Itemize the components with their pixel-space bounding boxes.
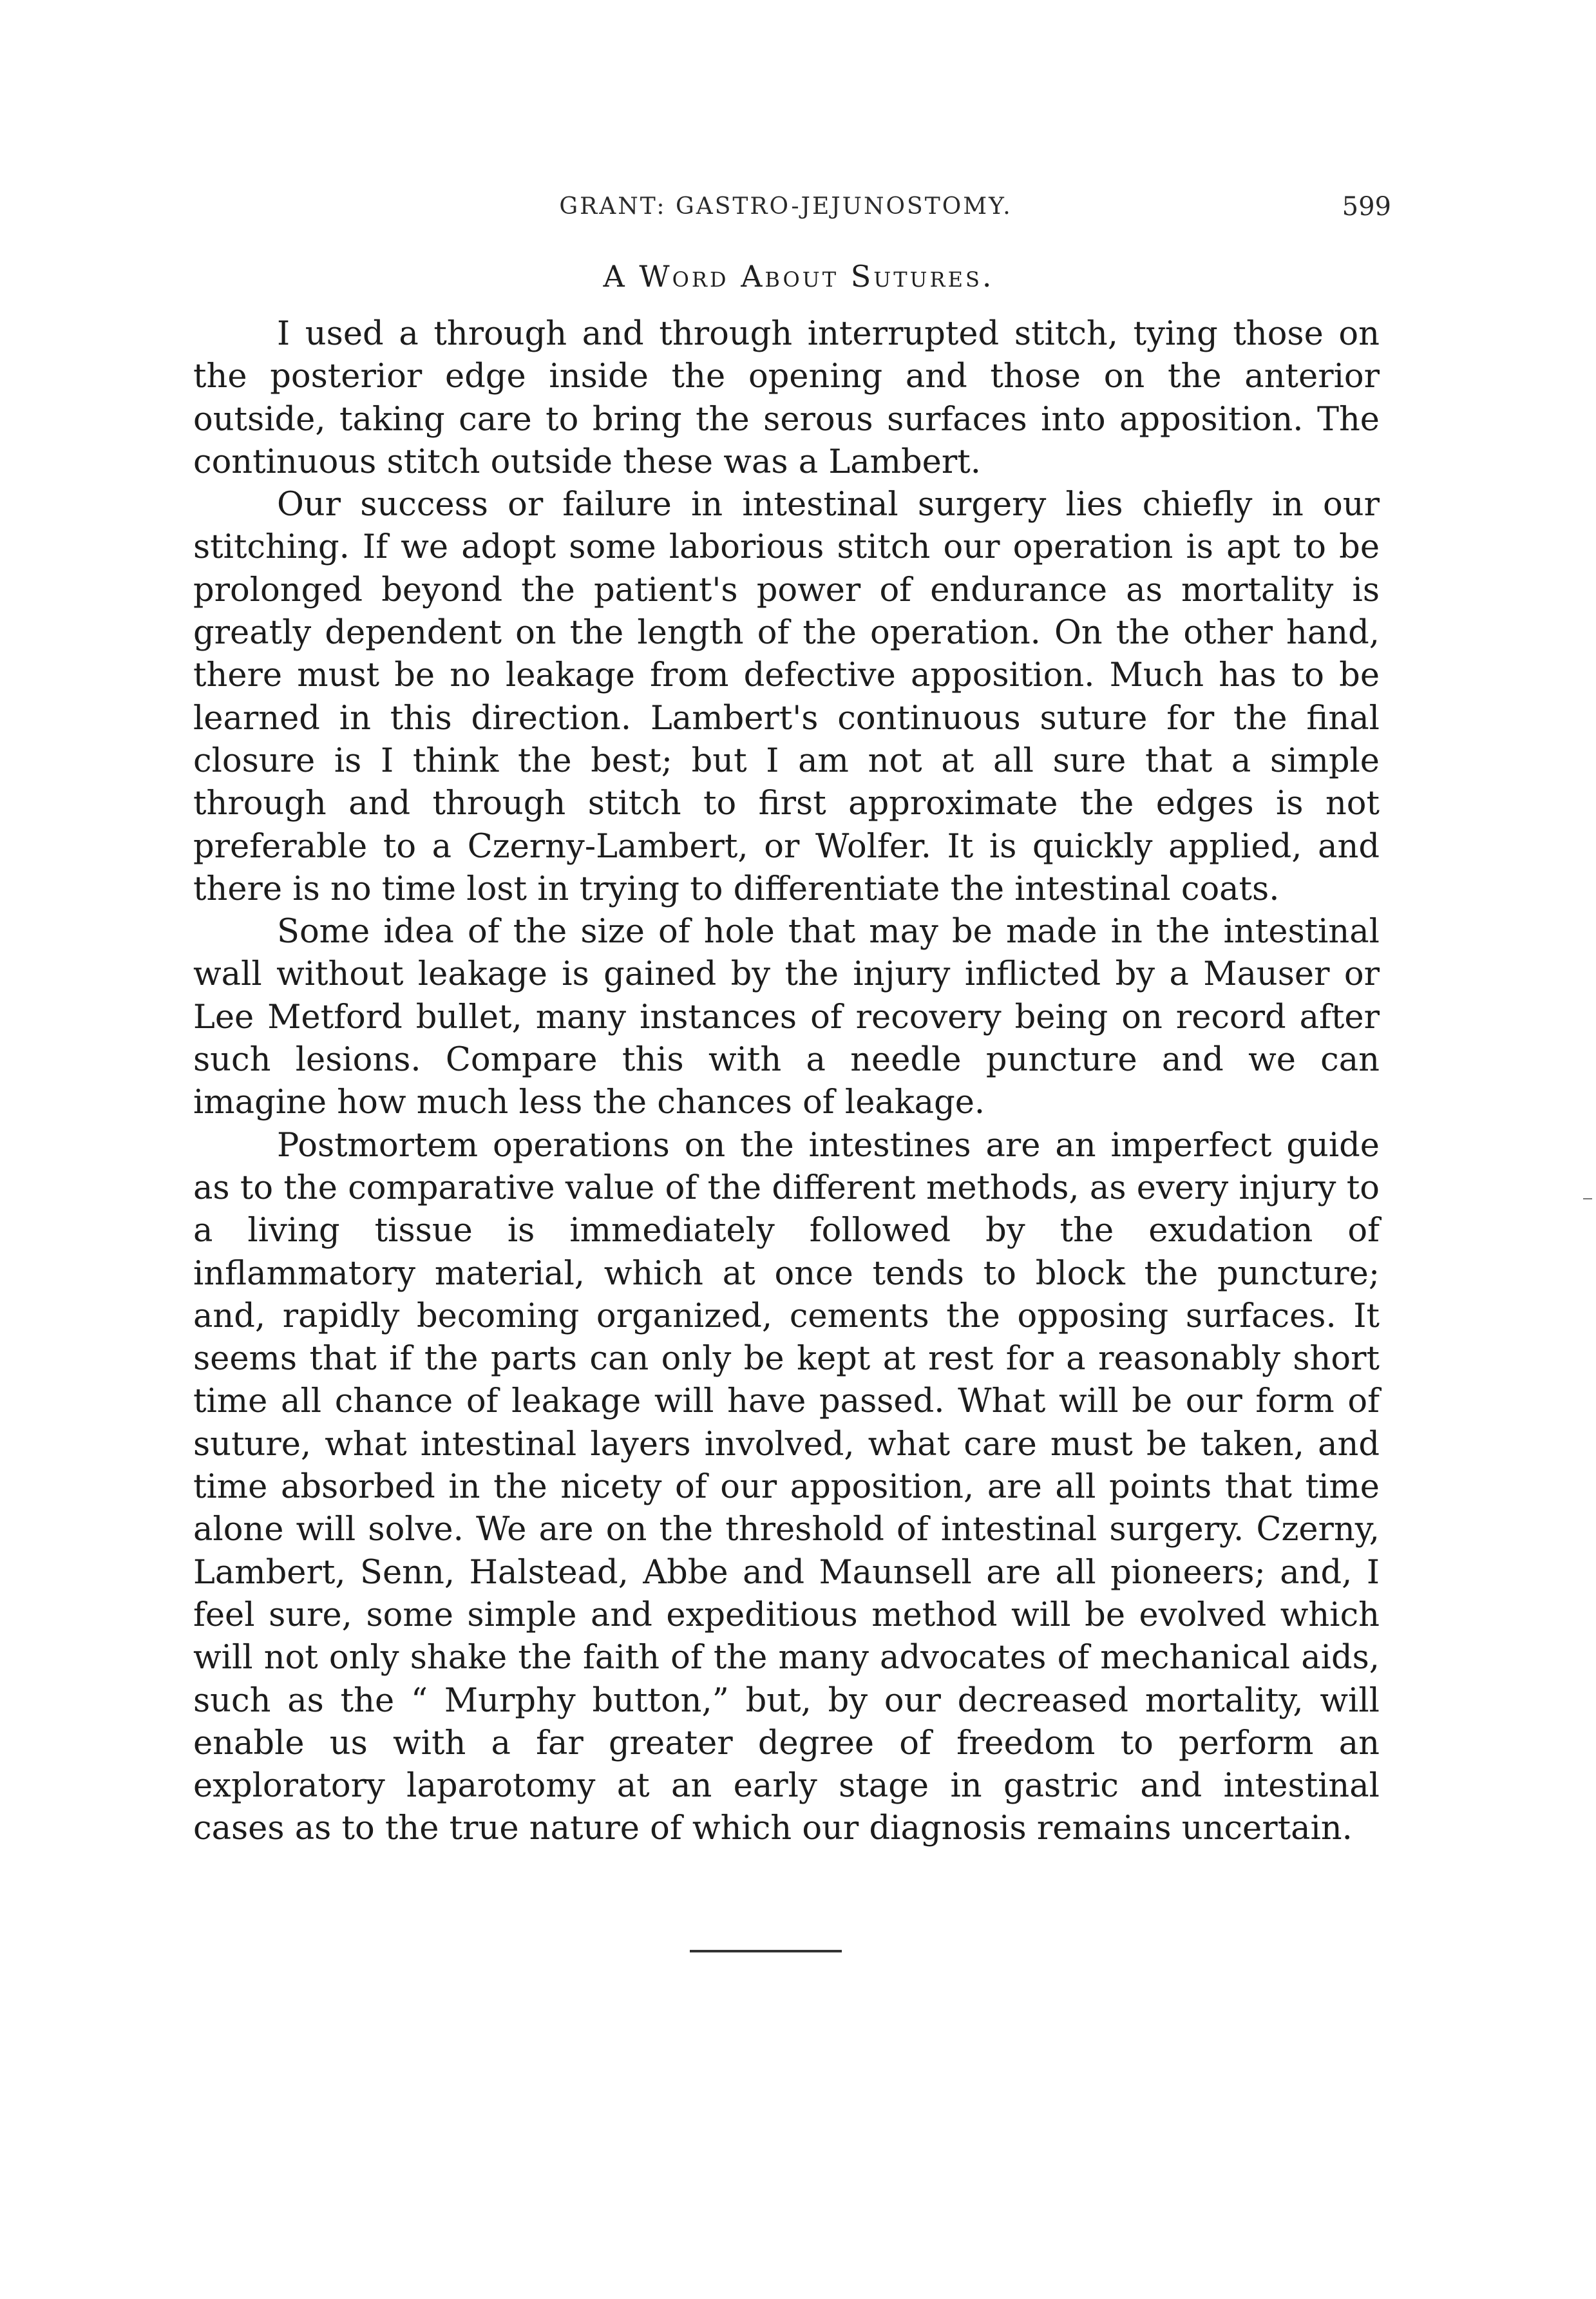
page-number: 599 xyxy=(1342,192,1391,222)
paragraph: Some idea of the size of hole that may be made in the intestinal wall without leakage is gained by the injury inflicted by a Mauser or Lee Metford bullet, many instances of recovery being on record after such lesions. Compare this with a needle puncture and we can imagine how much less the chances of leakage. xyxy=(193,913,1380,1122)
scan-edge-mark xyxy=(1583,1198,1592,1199)
paragraph: Our success or failure in intestinal surgery lies chiefly in our stitching. If we adopt some laborious stitch our operation is apt to be prolonged beyond the patient's power of endurance as mortality is greatly dependent on the length of the operation. On the other hand, there must be no leakage from defective apposition. Much has to be learned in this direction. Lambert's continuous suture for the final closure is I think the best; but I am not at all sure that a simple through and through stitch to first approximate the edges is not preferable to a Czerny-Lambert, or Wolfer. It is quickly applied, and there is no time lost in trying to differentiate the intestinal coats. xyxy=(193,486,1380,908)
running-head: GRANT: GASTRO-JEJUNOSTOMY. xyxy=(559,193,1012,220)
section-heading: A Word About Sutures. xyxy=(603,259,994,294)
paragraph: Postmortem operations on the intestines are an imperfect guide as to the comparative value of the different methods, as every injury to a living tissue is immediately followed by the exudation of inflammatory material, which at once tends to block the puncture; and, rapidly becoming organized, cements the opposing surfaces. It seems that if the parts can only be kept at rest for a reasonably short time all chance of leakage will have passed. What will be our form of suture, what intestinal layers involved, what care must be taken, and time absorbed in the nicety of our apposition, are all points that time alone will solve. We are on the threshold of intestinal surgery. Czerny, Lambert, Senn, Halstead, Abbe and Maunsell are all pioneers; and, I feel sure, some simple and expeditious method will be evolved which will not only shake the faith of the many advocates of mechanical aids, such as the “ Murphy button,” but, by our decreased mortality, will enable us with a far greater degree of freedom to perform an exploratory laparotomy at an early stage in gastric and intestinal cases as to the true nature of which our diagnosis remains uncertain. xyxy=(193,1126,1380,1848)
body-text xyxy=(193,313,1380,1851)
end-rule xyxy=(690,1950,842,1952)
paragraph: I used a through and through interrupted stitch, tying those on the posterior edge inside the opening and those on the anterior outside, taking care to bring the serous surfaces into apposition. The continuous stitch outside these was a Lambert. xyxy=(193,315,1380,481)
